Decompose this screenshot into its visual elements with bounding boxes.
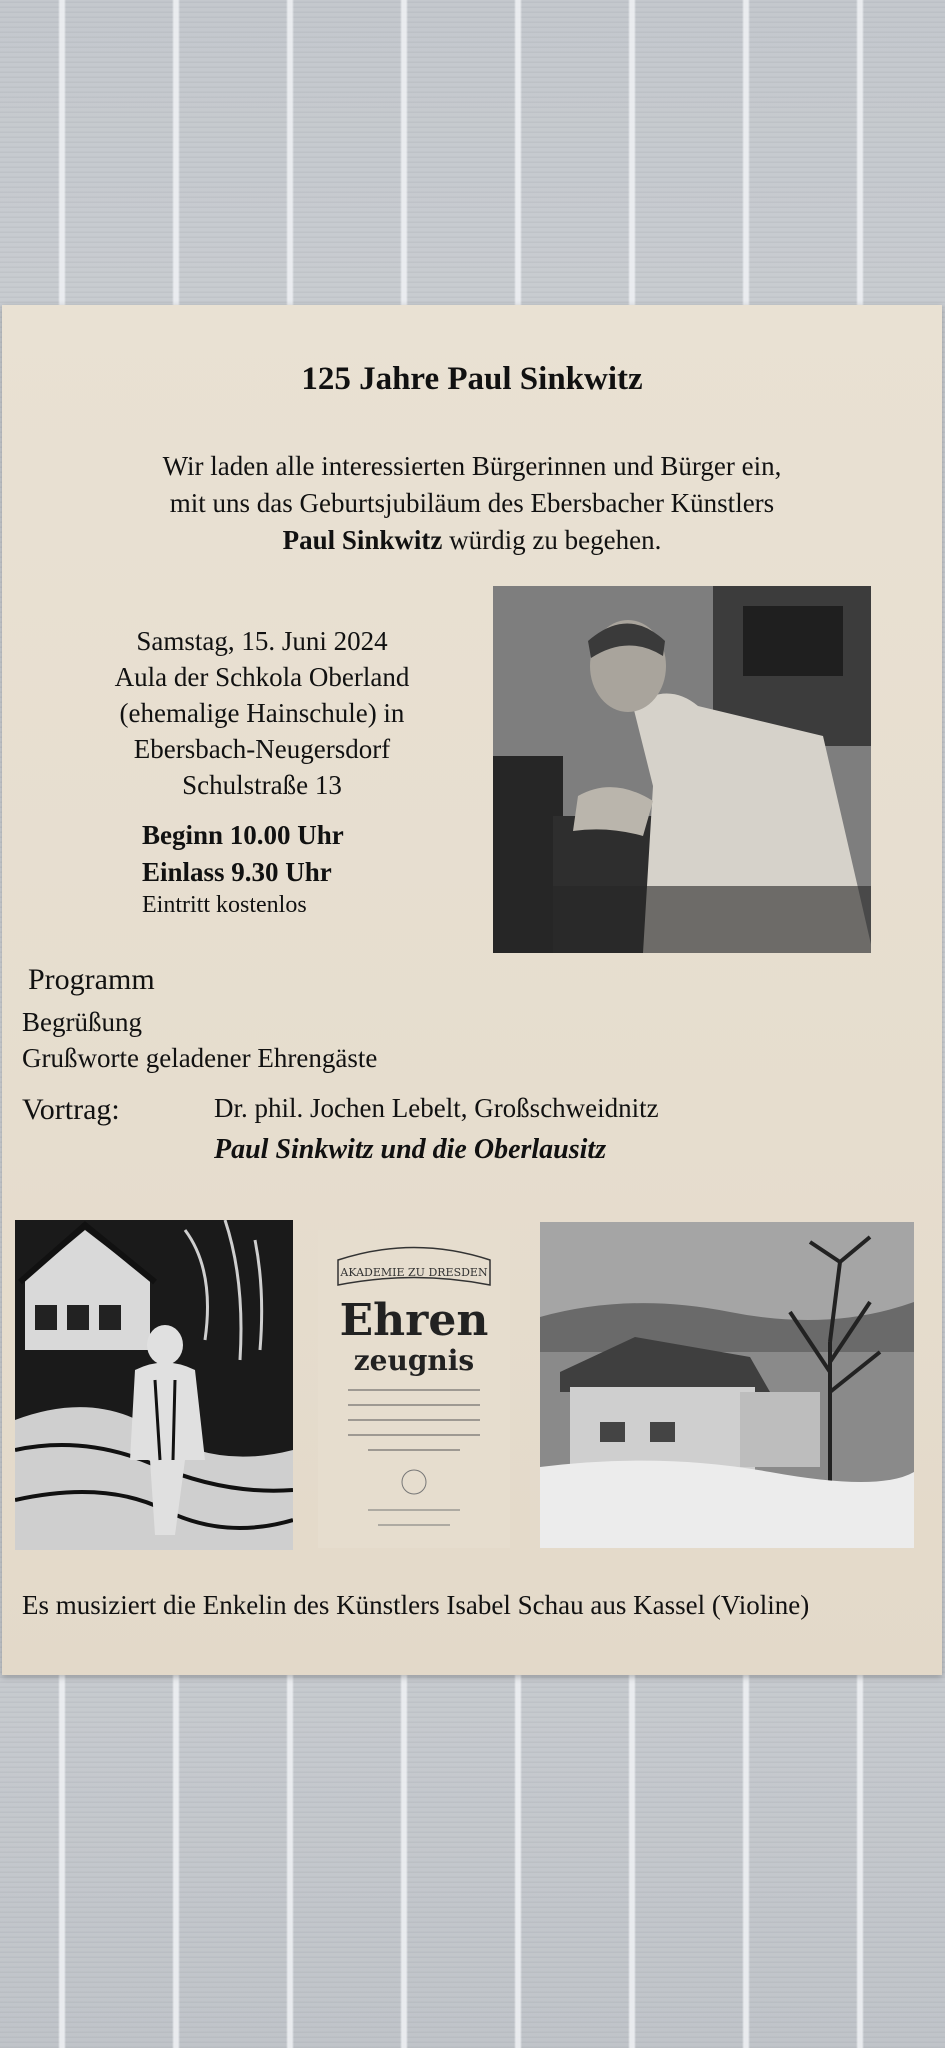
- vortrag-label: Vortrag:: [22, 1093, 120, 1126]
- event-flyer: [2, 305, 942, 1675]
- certificate-word-1: Ehren: [339, 1295, 489, 1346]
- intro-text: [2, 448, 942, 559]
- certificate-header: AKADEMIE ZU DRESDEN: [340, 1266, 488, 1279]
- intro-line-3: [2, 522, 942, 559]
- event-eintritt: Eintritt kostenlos: [142, 892, 307, 918]
- certificate-word-2: zeugnis: [353, 1344, 475, 1377]
- event-date: Samstag, 15. Juni 2024: [136, 626, 388, 656]
- event-einlass: Einlass 9.30 Uhr: [142, 857, 332, 887]
- event-times: [142, 817, 344, 891]
- event-street: Schulstraße 13: [182, 770, 342, 800]
- event-details: [82, 623, 442, 803]
- intro-line-1: Wir laden alle interessierten Bürgerinnen und Bürger ein,: [162, 451, 782, 481]
- intro-line-3-rest: würdig zu begehen.: [442, 525, 662, 555]
- flyer-title: 125 Jahre Paul Sinkwitz: [301, 361, 643, 397]
- event-town: Ebersbach-Neugersdorf: [133, 734, 391, 764]
- event-beginn: Beginn 10.00 Uhr: [142, 820, 344, 850]
- music-line: Es musiziert die Enkelin des Künstlers Isabel Schau aus Kassel (Violine): [22, 1590, 810, 1620]
- programm-heading: Programm: [28, 963, 155, 996]
- artist-name: Paul Sinkwitz: [282, 525, 443, 555]
- event-venue: Aula der Schkola Oberland: [114, 662, 410, 692]
- vortrag-title: Paul Sinkwitz und die Oberlausitz: [214, 1134, 607, 1165]
- woodcut-image: [15, 1220, 293, 1550]
- event-venue-note: (ehemalige Hainschule) in: [119, 698, 405, 728]
- certificate-image: [318, 1230, 510, 1548]
- programm-item-begruessung: Begrüßung: [22, 1007, 142, 1037]
- intro-line-2: mit uns das Geburtsjubiläum des Ebersbacher Künstlers: [169, 488, 775, 518]
- artist-photo: [493, 586, 871, 953]
- vortrag-speaker: Dr. phil. Jochen Lebelt, Großschweidnitz: [214, 1093, 659, 1123]
- winter-painting-image: [540, 1222, 914, 1548]
- programm-item-grussworte: Grußworte geladener Ehrengäste: [22, 1043, 378, 1073]
